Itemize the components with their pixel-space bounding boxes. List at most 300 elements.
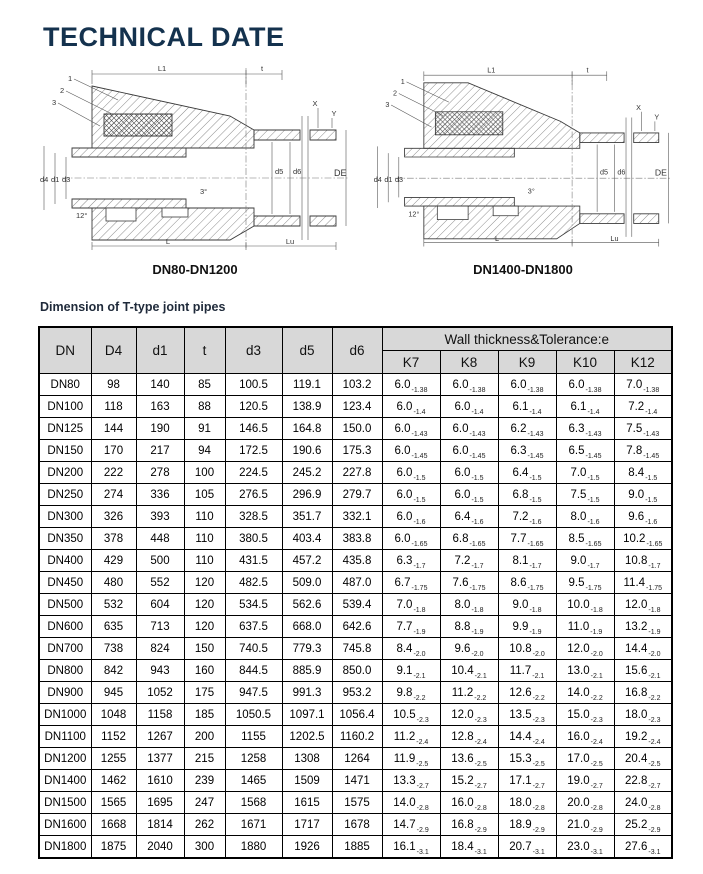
cell-k12 xyxy=(614,418,672,440)
table-row xyxy=(39,572,672,594)
cell-d5: 1202.5 xyxy=(282,726,332,748)
cell-d3: 120.5 xyxy=(225,396,282,418)
thickness-value: 7.5 xyxy=(570,488,587,501)
thickness-value: 9.5 xyxy=(568,576,585,589)
table-row xyxy=(39,726,672,748)
tolerance-value: -2.1 xyxy=(474,672,487,680)
thickness-value: 19.0 xyxy=(567,774,590,787)
tolerance-value: -1.38 xyxy=(585,386,602,394)
cell-d3: 1050.5 xyxy=(225,704,282,726)
tolerance-value: -1.75 xyxy=(469,584,486,592)
thickness-value: 15.2 xyxy=(451,774,474,787)
tolerance-value: -2.2 xyxy=(413,694,426,702)
cell-d5: 1509 xyxy=(282,770,332,792)
tolerance-value: -2.0 xyxy=(413,650,426,658)
angle-3: 3° xyxy=(527,186,535,196)
tolerance-value: -2.0 xyxy=(532,650,545,658)
thickness-value: 7.7 xyxy=(510,532,527,545)
thickness-value: 8.5 xyxy=(568,532,585,545)
table-row xyxy=(39,660,672,682)
cell-t: 120 xyxy=(184,594,225,616)
callout-2: 2 xyxy=(393,88,398,98)
col-header-dn: DN xyxy=(39,327,91,374)
cell-d4: 222 xyxy=(91,462,136,484)
thickness-value: 8.1 xyxy=(512,554,529,567)
cell-d5: 991.3 xyxy=(282,682,332,704)
thickness-value: 6.0 xyxy=(396,488,413,501)
cell-d6: 1471 xyxy=(332,770,382,792)
cell-dn: DN80 xyxy=(39,374,91,396)
cell-k10 xyxy=(556,748,614,770)
cell-t: 91 xyxy=(184,418,225,440)
thickness-value: 8.0 xyxy=(570,510,587,523)
thickness-value: 9.0 xyxy=(570,554,587,567)
tolerance-value: -3.1 xyxy=(532,848,545,856)
tolerance-value: -2.8 xyxy=(474,804,487,812)
cell-k12 xyxy=(614,374,672,396)
thickness-value: 13.3 xyxy=(393,774,416,787)
cell-k10 xyxy=(556,550,614,572)
cell-d3: 482.5 xyxy=(225,572,282,594)
thickness-value: 11.7 xyxy=(509,664,532,677)
cell-k10 xyxy=(556,418,614,440)
tolerance-value: -2.4 xyxy=(590,738,603,746)
tolerance-value: -2.2 xyxy=(590,694,603,702)
col-header-k9: K9 xyxy=(498,351,556,374)
cell-k7 xyxy=(382,660,440,682)
tolerance-value: -1.7 xyxy=(648,562,661,570)
thickness-value: 9.9 xyxy=(512,620,529,633)
tolerance-value: -1.65 xyxy=(527,540,544,548)
tolerance-value: -1.9 xyxy=(413,628,426,636)
thickness-value: 16.8 xyxy=(451,818,474,831)
cell-d6: 1264 xyxy=(332,748,382,770)
thickness-value: 8.4 xyxy=(396,642,413,655)
tolerance-value: -2.2 xyxy=(532,694,545,702)
thickness-value: 6.3 xyxy=(396,554,413,567)
cell-k8 xyxy=(440,660,498,682)
cell-dn: DN1500 xyxy=(39,792,91,814)
thickness-value: 9.0 xyxy=(512,598,529,611)
cell-k9 xyxy=(498,550,556,572)
cell-t: 300 xyxy=(184,836,225,859)
cell-k8 xyxy=(440,528,498,550)
tolerance-value: -2.7 xyxy=(416,782,429,790)
thickness-value: 6.0 xyxy=(568,378,585,391)
tolerance-value: -2.1 xyxy=(590,672,603,680)
cell-k8 xyxy=(440,484,498,506)
tolerance-value: -1.4 xyxy=(413,408,426,416)
thickness-value: 11.9 xyxy=(393,752,416,765)
cell-d6: 1885 xyxy=(332,836,382,859)
cell-k12 xyxy=(614,396,672,418)
tolerance-value: -1.6 xyxy=(529,518,542,526)
thickness-value: 10.4 xyxy=(451,664,474,677)
cell-t: 85 xyxy=(184,374,225,396)
tolerance-value: -2.1 xyxy=(413,672,426,680)
cell-d3: 328.5 xyxy=(225,506,282,528)
table-row xyxy=(39,374,672,396)
tolerance-value: -3.1 xyxy=(590,848,603,856)
cell-k10 xyxy=(556,396,614,418)
cell-d4: 1255 xyxy=(91,748,136,770)
cell-t: 110 xyxy=(184,506,225,528)
table-row xyxy=(39,440,672,462)
cell-k9 xyxy=(498,770,556,792)
callout-1: 1 xyxy=(400,76,405,86)
cell-k12 xyxy=(614,770,672,792)
table-row xyxy=(39,638,672,660)
tolerance-value: -2.1 xyxy=(648,672,661,680)
tolerance-value: -1.45 xyxy=(585,452,602,460)
cell-k12 xyxy=(614,836,672,859)
cell-k9 xyxy=(498,704,556,726)
tolerance-value: -1.65 xyxy=(411,540,428,548)
cell-t: 110 xyxy=(184,550,225,572)
cell-d1: 713 xyxy=(136,616,184,638)
tolerance-value: -2.9 xyxy=(532,826,545,834)
table-body xyxy=(39,374,672,859)
tolerance-value: -1.75 xyxy=(585,584,602,592)
col-header-d4: D4 xyxy=(91,327,136,374)
thickness-value: 8.0 xyxy=(454,598,471,611)
cell-dn: DN125 xyxy=(39,418,91,440)
cell-k12 xyxy=(614,682,672,704)
cell-d1: 552 xyxy=(136,572,184,594)
cell-k12 xyxy=(614,550,672,572)
tolerance-value: -1.5 xyxy=(529,474,542,482)
tolerance-value: -1.4 xyxy=(471,408,484,416)
tolerance-value: -1.5 xyxy=(645,474,658,482)
thickness-value: 20.0 xyxy=(567,796,590,809)
cell-k10 xyxy=(556,616,614,638)
table-row xyxy=(39,418,672,440)
callout-2: 2 xyxy=(60,86,65,95)
tolerance-value: -1.5 xyxy=(587,474,600,482)
cell-k12 xyxy=(614,462,672,484)
thickness-value: 10.8 xyxy=(625,554,648,567)
cell-k9 xyxy=(498,462,556,484)
cell-d1: 1052 xyxy=(136,682,184,704)
tolerance-value: -2.2 xyxy=(474,694,487,702)
tolerance-value: -1.9 xyxy=(590,628,603,636)
tolerance-value: -1.8 xyxy=(529,606,542,614)
thickness-value: 6.0 xyxy=(454,400,471,413)
angle-12: 12° xyxy=(408,209,420,219)
thickness-value: 11.2 xyxy=(451,686,474,699)
cell-k7 xyxy=(382,594,440,616)
cell-d1: 336 xyxy=(136,484,184,506)
dim-lu: Lu xyxy=(285,237,295,246)
cell-d6: 953.2 xyxy=(332,682,382,704)
cell-d3: 1671 xyxy=(225,814,282,836)
thickness-value: 6.0 xyxy=(394,422,411,435)
tolerance-value: -1.5 xyxy=(413,496,426,504)
pipe-section-drawing xyxy=(34,58,356,256)
cell-k9 xyxy=(498,506,556,528)
cell-k12 xyxy=(614,528,672,550)
dim-lu: Lu xyxy=(610,233,619,243)
table-row xyxy=(39,506,672,528)
cell-d5: 245.2 xyxy=(282,462,332,484)
cell-d3: 100.5 xyxy=(225,374,282,396)
cell-d5: 296.9 xyxy=(282,484,332,506)
thickness-value: 14.7 xyxy=(393,818,416,831)
cell-k12 xyxy=(614,704,672,726)
thickness-value: 6.0 xyxy=(452,378,469,391)
tolerance-value: -1.7 xyxy=(471,562,484,570)
cell-d5: 1308 xyxy=(282,748,332,770)
cell-k7 xyxy=(382,704,440,726)
cell-d5: 457.2 xyxy=(282,550,332,572)
cell-d6: 435.8 xyxy=(332,550,382,572)
table-row xyxy=(39,484,672,506)
cell-d3: 146.5 xyxy=(225,418,282,440)
thickness-value: 13.6 xyxy=(451,752,474,765)
cell-d6: 487.0 xyxy=(332,572,382,594)
thickness-value: 12.0 xyxy=(451,708,474,721)
table-row xyxy=(39,462,672,484)
thickness-value: 9.0 xyxy=(628,488,645,501)
thickness-value: 7.8 xyxy=(626,444,643,457)
cell-t: 105 xyxy=(184,484,225,506)
cell-d1: 1267 xyxy=(136,726,184,748)
thickness-value: 11.4 xyxy=(623,576,646,589)
cell-k10 xyxy=(556,814,614,836)
cell-d6: 1160.2 xyxy=(332,726,382,748)
table-row xyxy=(39,814,672,836)
cell-d4: 480 xyxy=(91,572,136,594)
cell-k10 xyxy=(556,836,614,859)
cell-k9 xyxy=(498,748,556,770)
cell-d3: 224.5 xyxy=(225,462,282,484)
cell-k8 xyxy=(440,638,498,660)
dim-d3: d3 xyxy=(62,175,71,184)
tolerance-value: -1.43 xyxy=(585,430,602,438)
cell-t: 160 xyxy=(184,660,225,682)
cell-dn: DN400 xyxy=(39,550,91,572)
cell-d3: 1880 xyxy=(225,836,282,859)
thickness-value: 7.7 xyxy=(396,620,413,633)
thickness-value: 10.8 xyxy=(509,642,532,655)
tolerance-value: -2.3 xyxy=(648,716,661,724)
tolerance-value: -2.9 xyxy=(648,826,661,834)
thickness-value: 9.1 xyxy=(396,664,413,677)
dim-d1: d1 xyxy=(384,175,393,185)
tolerance-value: -2.1 xyxy=(532,672,545,680)
cell-t: 262 xyxy=(184,814,225,836)
cell-dn: DN450 xyxy=(39,572,91,594)
cell-d6: 332.1 xyxy=(332,506,382,528)
cell-k10 xyxy=(556,374,614,396)
cell-d3: 947.5 xyxy=(225,682,282,704)
dim-y: Y xyxy=(654,112,660,122)
cell-k7 xyxy=(382,770,440,792)
thickness-value: 16.0 xyxy=(451,796,474,809)
thickness-value: 6.1 xyxy=(570,400,587,413)
cell-k10 xyxy=(556,660,614,682)
tolerance-value: -1.8 xyxy=(648,606,661,614)
tolerance-value: -2.5 xyxy=(532,760,545,768)
cell-d5: 351.7 xyxy=(282,506,332,528)
tolerance-value: -1.6 xyxy=(471,518,484,526)
dim-x: X xyxy=(312,99,318,108)
thickness-value: 13.2 xyxy=(625,620,648,633)
thickness-value: 7.6 xyxy=(452,576,469,589)
cell-d1: 943 xyxy=(136,660,184,682)
thickness-value: 15.0 xyxy=(567,708,590,721)
thickness-value: 6.0 xyxy=(394,444,411,457)
tolerance-value: -1.5 xyxy=(529,496,542,504)
cell-d3: 172.5 xyxy=(225,440,282,462)
cell-k12 xyxy=(614,484,672,506)
cell-k8 xyxy=(440,506,498,528)
angle-12: 12° xyxy=(76,211,88,220)
cell-d3: 740.5 xyxy=(225,638,282,660)
cell-k7 xyxy=(382,440,440,462)
col-header-k8: K8 xyxy=(440,351,498,374)
cell-d1: 2040 xyxy=(136,836,184,859)
tolerance-value: -1.45 xyxy=(469,452,486,460)
thickness-value: 12.8 xyxy=(451,730,474,743)
cell-k9 xyxy=(498,726,556,748)
tolerance-value: -1.8 xyxy=(590,606,603,614)
cell-t: 185 xyxy=(184,704,225,726)
cell-d6: 150.0 xyxy=(332,418,382,440)
cell-dn: DN1100 xyxy=(39,726,91,748)
cell-k9 xyxy=(498,374,556,396)
cell-k7 xyxy=(382,726,440,748)
tolerance-value: -2.4 xyxy=(532,738,545,746)
thickness-value: 8.8 xyxy=(454,620,471,633)
thickness-value: 14.4 xyxy=(509,730,532,743)
tolerance-value: -1.75 xyxy=(646,584,662,592)
tolerance-value: -1.75 xyxy=(411,584,428,592)
cell-d4: 532 xyxy=(91,594,136,616)
cell-d1: 163 xyxy=(136,396,184,418)
tolerance-value: -2.0 xyxy=(590,650,603,658)
dim-de: DE xyxy=(654,167,667,178)
tolerance-value: -1.6 xyxy=(587,518,600,526)
tolerance-value: -2.3 xyxy=(474,716,487,724)
table-row xyxy=(39,748,672,770)
col-header-wall-thickness-group: Wall thickness&Tolerance:e xyxy=(382,327,672,351)
tolerance-value: -2.7 xyxy=(648,782,661,790)
cell-k7 xyxy=(382,814,440,836)
thickness-value: 8.4 xyxy=(628,466,645,479)
table-header xyxy=(39,327,672,374)
thickness-value: 11.0 xyxy=(567,620,590,633)
cell-d6: 123.4 xyxy=(332,396,382,418)
col-header-d3: d3 xyxy=(225,327,282,374)
thickness-value: 15.3 xyxy=(509,752,532,765)
thickness-value: 6.7 xyxy=(394,576,411,589)
thickness-value: 9.8 xyxy=(396,686,413,699)
cell-d5: 509.0 xyxy=(282,572,332,594)
tolerance-value: -1.45 xyxy=(411,452,428,460)
table-row xyxy=(39,770,672,792)
thickness-value: 21.0 xyxy=(567,818,590,831)
cell-d6: 850.0 xyxy=(332,660,382,682)
dim-d5: d5 xyxy=(600,167,609,177)
tolerance-value: -1.65 xyxy=(646,540,663,548)
cell-k9 xyxy=(498,682,556,704)
thickness-value: 18.0 xyxy=(625,708,648,721)
cell-d4: 170 xyxy=(91,440,136,462)
tolerance-value: -2.3 xyxy=(590,716,603,724)
thickness-value: 12.0 xyxy=(625,598,648,611)
tolerance-value: -2.9 xyxy=(474,826,487,834)
cell-dn: DN350 xyxy=(39,528,91,550)
thickness-value: 9.6 xyxy=(628,510,645,523)
cell-d6: 279.7 xyxy=(332,484,382,506)
cell-dn: DN700 xyxy=(39,638,91,660)
tolerance-value: -3.1 xyxy=(416,848,429,856)
dim-d1: d1 xyxy=(51,175,60,184)
tolerance-value: -2.2 xyxy=(648,694,661,702)
cell-k7 xyxy=(382,550,440,572)
thickness-value: 6.4 xyxy=(512,466,529,479)
cell-d5: 119.1 xyxy=(282,374,332,396)
cell-t: 200 xyxy=(184,726,225,748)
thickness-value: 7.2 xyxy=(454,554,471,567)
cell-k7 xyxy=(382,462,440,484)
cell-d5: 668.0 xyxy=(282,616,332,638)
cell-d4: 738 xyxy=(91,638,136,660)
cell-k12 xyxy=(614,660,672,682)
cell-d3: 1155 xyxy=(225,726,282,748)
cell-k8 xyxy=(440,374,498,396)
tolerance-value: -1.38 xyxy=(469,386,486,394)
tolerance-value: -1.5 xyxy=(587,496,600,504)
cell-t: 150 xyxy=(184,638,225,660)
cell-k10 xyxy=(556,770,614,792)
cell-k12 xyxy=(614,748,672,770)
cell-d1: 448 xyxy=(136,528,184,550)
table-row xyxy=(39,594,672,616)
pipe-section-drawing xyxy=(368,58,678,256)
cell-k12 xyxy=(614,638,672,660)
thickness-value: 6.5 xyxy=(568,444,585,457)
cell-k8 xyxy=(440,682,498,704)
dim-x: X xyxy=(636,102,641,112)
thickness-value: 6.0 xyxy=(396,510,413,523)
cell-k7 xyxy=(382,748,440,770)
cell-d4: 1152 xyxy=(91,726,136,748)
tolerance-value: -1.4 xyxy=(587,408,600,416)
cell-d5: 138.9 xyxy=(282,396,332,418)
cell-d6: 227.8 xyxy=(332,462,382,484)
cell-dn: DN600 xyxy=(39,616,91,638)
cell-d5: 190.6 xyxy=(282,440,332,462)
cell-d3: 380.5 xyxy=(225,528,282,550)
cell-t: 110 xyxy=(184,528,225,550)
cell-d1: 1610 xyxy=(136,770,184,792)
cell-k8 xyxy=(440,726,498,748)
tolerance-value: -1.43 xyxy=(469,430,486,438)
drawing-caption: DN1400-DN1800 xyxy=(473,262,573,277)
dimension-table xyxy=(38,326,673,859)
cell-k10 xyxy=(556,572,614,594)
tolerance-value: -1.6 xyxy=(645,518,658,526)
cell-d6: 539.4 xyxy=(332,594,382,616)
thickness-value: 23.0 xyxy=(567,840,590,853)
tolerance-value: -3.1 xyxy=(648,848,661,856)
thickness-value: 14.4 xyxy=(625,642,648,655)
thickness-value: 18.9 xyxy=(509,818,532,831)
cell-k9 xyxy=(498,814,556,836)
cell-d1: 140 xyxy=(136,374,184,396)
